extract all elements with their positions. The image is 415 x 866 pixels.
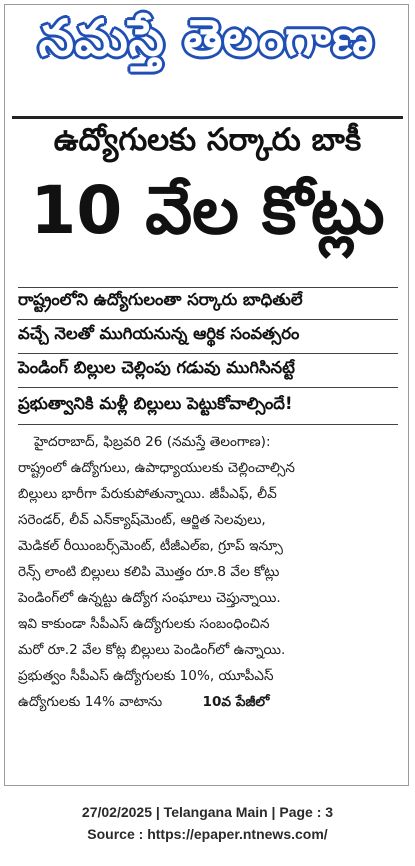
body-line-last (18, 694, 400, 713)
body-line-text: ఉద్యోగులకు 14% వాటాను (18, 694, 163, 710)
masthead-title: నమస్తే తెలంగాణ (38, 8, 375, 67)
deck-rule (18, 319, 398, 320)
body-line: సరెండర్, లీవ్ ఎన్‌క్యాష్‌మెంట్, ఆర్జిత సెలవులు, (18, 512, 266, 528)
headline-line-1: ఉద్యోగులకు సర్కారు బాకీ (53, 122, 362, 158)
footer-source: Source : https://epaper.ntnews.com/ (87, 826, 328, 842)
deck-line: ప్రభుత్వానికి మళ్లీ బిల్లులు పెట్టుకోవాల్సిందే! (18, 394, 293, 413)
deck-rule (18, 387, 398, 388)
body-line: రాష్ట్రంలో ఉద్యోగులు, ఉపాధ్యాయులకు చెల్లించాల్సిన (18, 460, 295, 476)
deck-line: వచ్చే నెలతో ముగియనున్న ఆర్థిక సంవత్సరం (18, 324, 300, 343)
continued-on-page: 10వ పేజీలో (202, 694, 270, 710)
body-line: రెన్స్ లాంటి బిల్లులు కలిపి మొత్తం రూ.8 వేల కోట్లు (18, 564, 280, 580)
body-line: పెండింగ్‌లో ఉన్నట్టు ఉద్యోగ సంఘాలు చెప్తున్నాయి. (18, 590, 281, 606)
headline-rule (12, 116, 403, 119)
deck-rule-bottom (18, 424, 398, 425)
body-line: మరో రూ.2 వేల కోట్ల బిల్లులు పెండింగ్‌లో ఉన్నాయి. (18, 642, 286, 658)
body-line: ప్రభుత్వం సీపీఎస్ ఉద్యోగులకు 10%, యూపీఎస్ (18, 668, 274, 684)
body-line: హైదరాబాద్, ఫిబ్రవరి 26 (నమస్తే తెలంగాణ): (34, 434, 271, 450)
body-line: మెడికల్ రీయింబర్స్‌మెంట్, టీజీఎల్‌ఐ, గ్రూప్ ఇన్సూ (18, 538, 283, 554)
deck-line: రాష్ట్రంలోని ఉద్యోగులంతా సర్కారు బాధితులే (18, 290, 303, 309)
deck-line: పెండింగ్ బిల్లుల చెల్లింపు గడువు ముగిసినట్టే (18, 358, 295, 377)
masthead-logo (6, 6, 407, 82)
deck-rule (18, 353, 398, 354)
body-line: ఇవి కాకుండా సీపీఎస్ ఉద్యోగులకు సంబంధించిన (18, 616, 270, 632)
footer-date-edition: 27/02/2025 | Telangana Main | Page : 3 (81, 804, 334, 820)
headline-line-2: 10 వేల కోట్లు (30, 172, 385, 249)
deck-rule-top (18, 287, 398, 288)
body-line: బిల్లులు భారీగా పేరుకుపోతున్నాయి. జీపీఎఫ్, లీవ్ (18, 486, 277, 502)
